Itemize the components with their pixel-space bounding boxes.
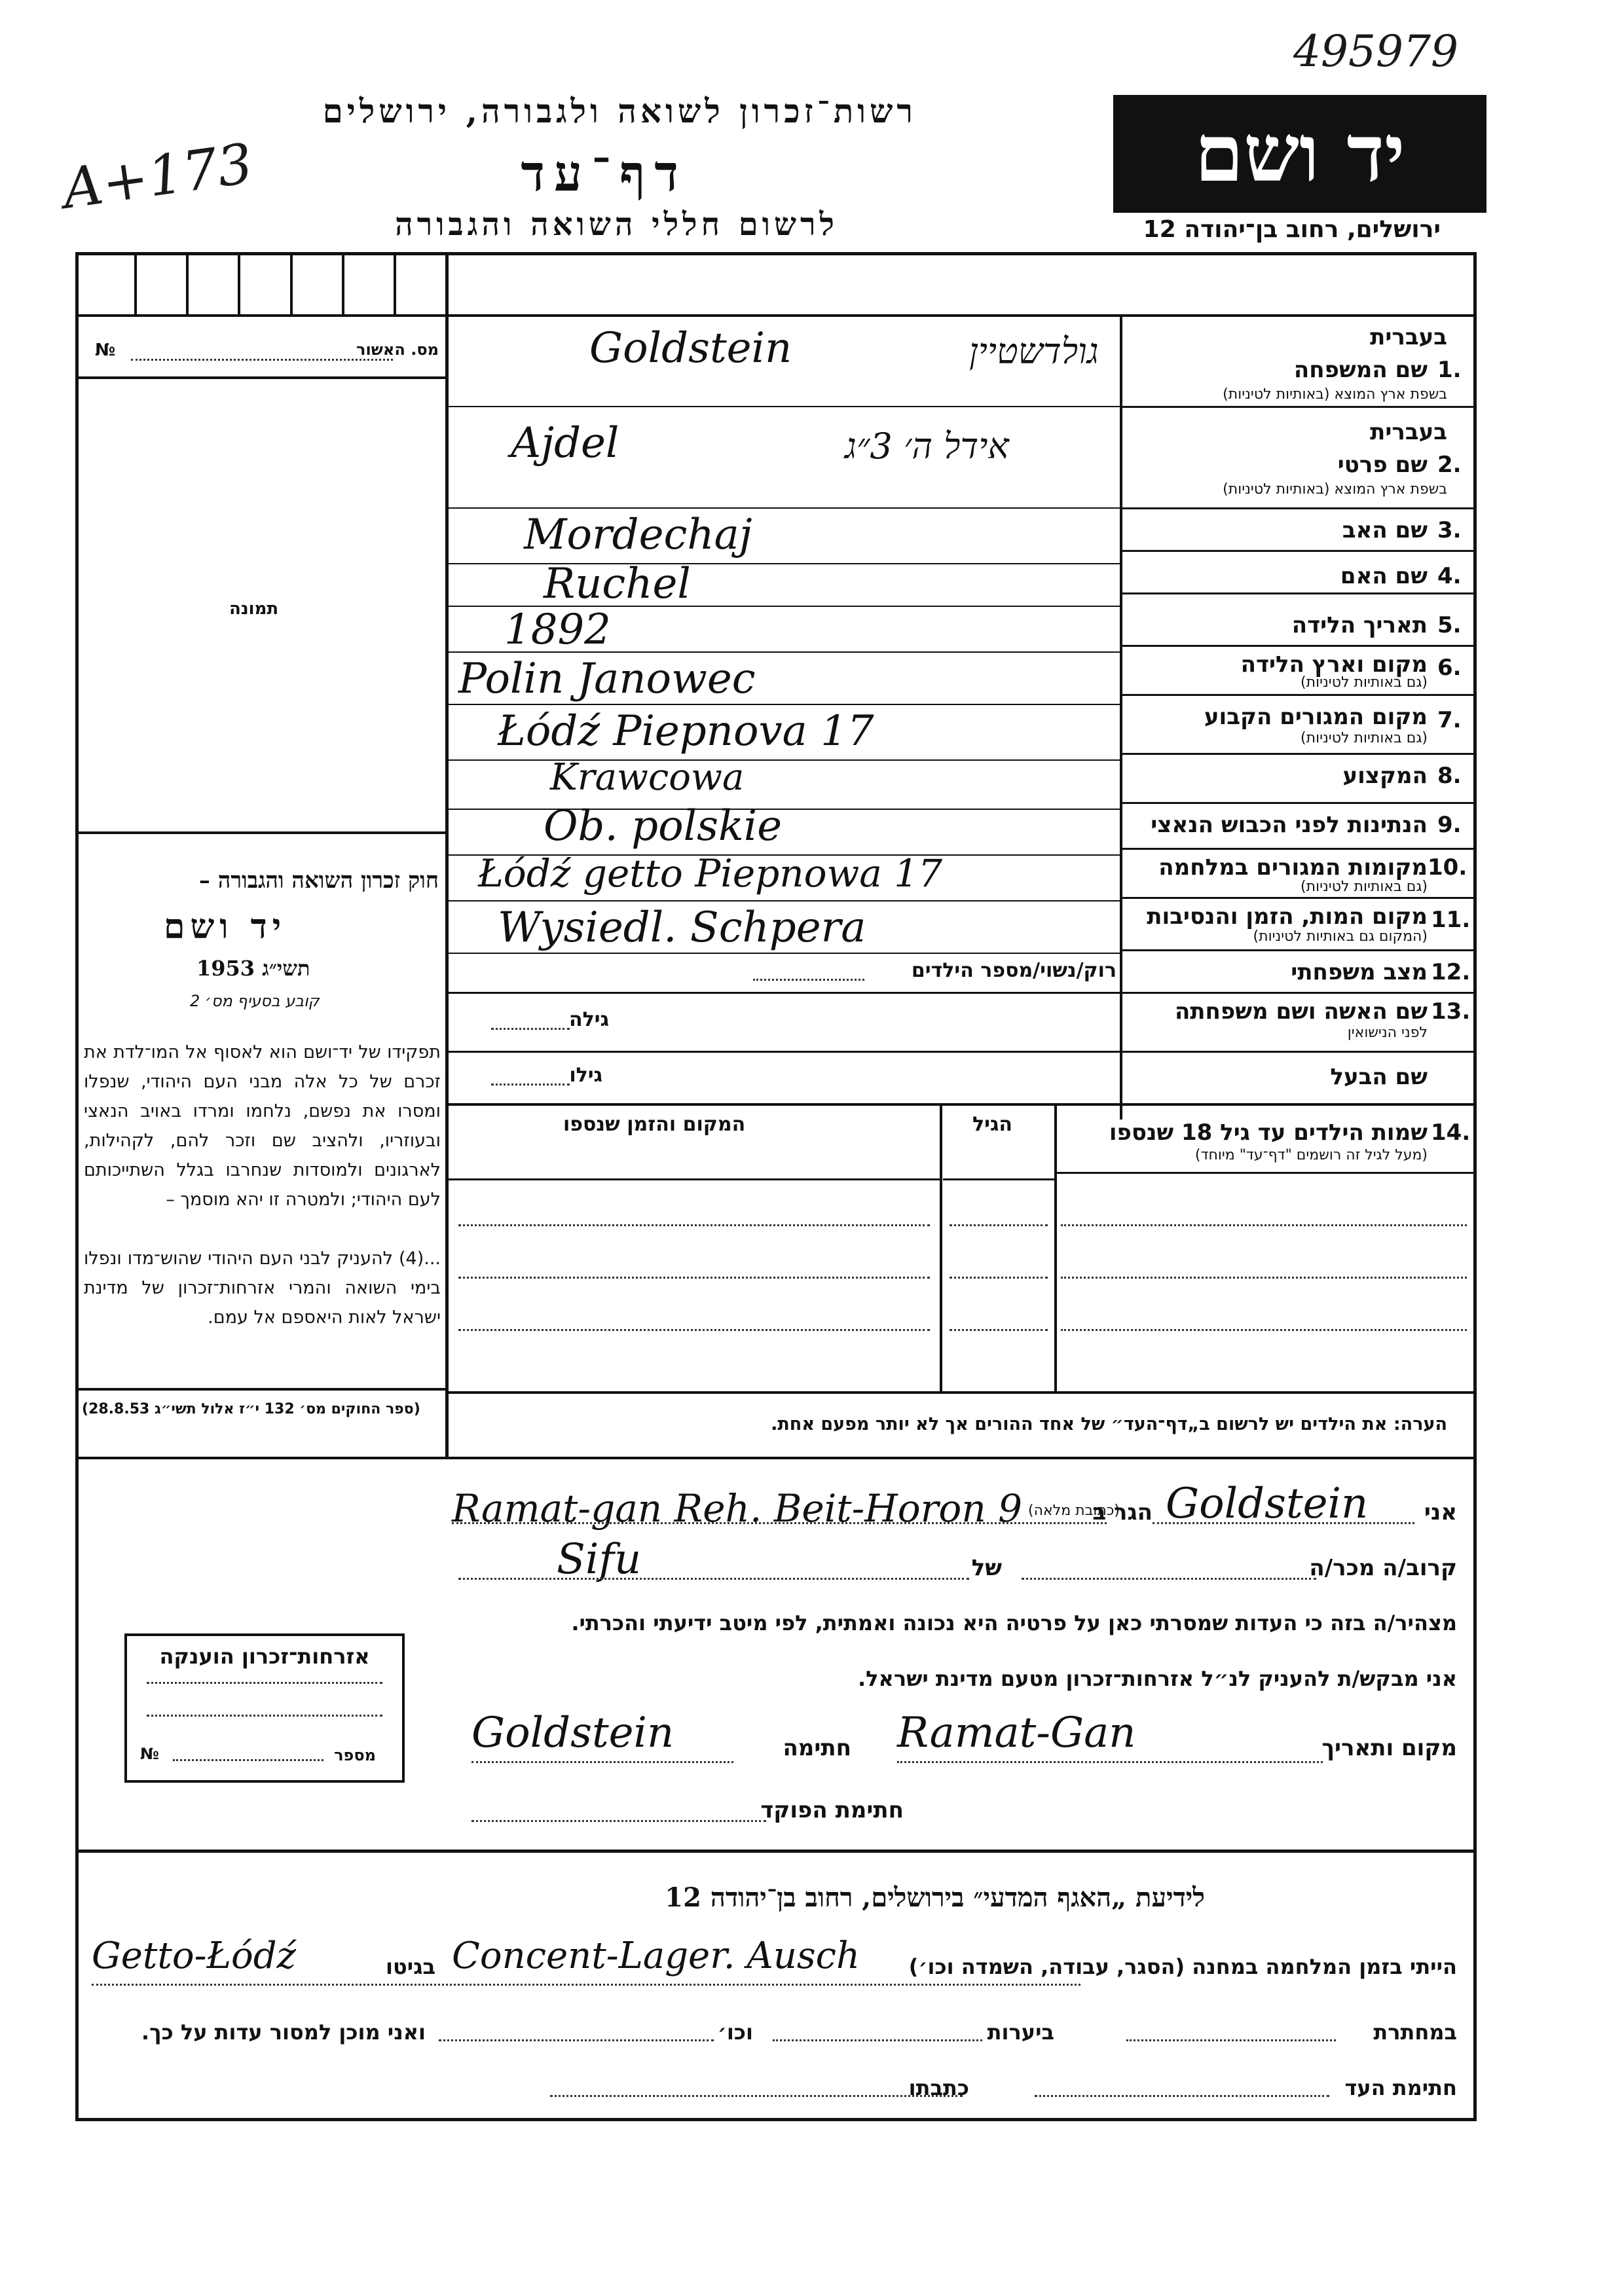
field6-sub: (גם באותיות לטיניות)	[1301, 674, 1428, 691]
header-address: ירושלים, רחוב בן־יהודה 12	[1143, 216, 1441, 243]
field12-label: מצב משפחתי	[1291, 959, 1428, 985]
issuer-signature-label: חתימת הפוקד	[760, 1797, 904, 1823]
field13-number: 13.	[1431, 998, 1471, 1025]
field1-value-latin: Goldstein	[589, 324, 792, 373]
bottom-title: לידיעת „האגף המדעי״ בירושלים, רחוב בן־יהודה 12	[665, 1882, 1205, 1913]
field2-sub: בשפת ארץ המוצא (באותיות לטיניות)	[1223, 481, 1447, 498]
field2-value-latin: Ajdel	[511, 419, 619, 467]
archive-number: 495979	[1293, 26, 1458, 77]
field11-label: מקום המות, הזמן והנסיבות	[1147, 903, 1428, 930]
law-text-continued: ...(4) להעניק לבני העם היהודי שהוש־מדו ונפלו בימי השואה והמרי אזרחות־זכרון של מדינת ישראל לאות היאספם אל עמם.	[84, 1248, 441, 1328]
etc-label: וכו׳	[717, 2020, 753, 2045]
forests-label: ביערות	[987, 2020, 1054, 2045]
camp-value: Concent-Lager. Ausch	[452, 1935, 860, 1977]
field1-value-hebrew: גולדשטיין	[969, 331, 1099, 372]
approval-no-symbol: №	[95, 340, 116, 360]
field9-value: Ob. polskie	[544, 802, 783, 850]
field4-number: 4.	[1437, 563, 1462, 589]
field11-number: 11.	[1431, 907, 1471, 933]
declaration-lives-in: הגר ב	[1092, 1499, 1153, 1525]
declaration-of-label: של	[971, 1555, 1002, 1581]
field8-number: 8.	[1437, 763, 1462, 789]
place-date-value: Ramat-Gan	[897, 1709, 1136, 1757]
field7-sub: (גם באותיות לטיניות)	[1301, 730, 1428, 746]
field7-number: 7.	[1437, 707, 1462, 733]
field10-value: Łódź getto Piepnowa 17	[478, 851, 943, 896]
law-reference: (ספר החוקים מס׳ 132 י״ז אלול תשי״ג 28.8.53)	[82, 1401, 420, 1417]
field1-hebrew-tag: בעברית	[1370, 324, 1447, 350]
witness-signature-label: חתימת העד	[1344, 2075, 1457, 2100]
field8-value: Krawcowa	[550, 756, 745, 799]
declaration-statement: מצהיר/ה בזה כי העדות שמסרתי כאן על פרטיה היא נכונה ואמתית, לפי מיטב ידיעתי והכרתי.	[571, 1611, 1457, 1635]
citizenship-number-symbol: №	[140, 1745, 159, 1763]
field14-label: שמות הילדים עד גיל 18 שנספו	[1109, 1120, 1428, 1146]
field7-value: Łódź Piepnova 17	[498, 707, 874, 756]
law-year: תשי״ג 1953	[196, 956, 310, 981]
signature-label: חתימה	[783, 1735, 851, 1761]
field1-sub: בשפת ארץ המוצא (באותיות לטיניות)	[1223, 386, 1447, 403]
children-col-age: הגיל	[972, 1113, 1012, 1136]
field9-number: 9.	[1437, 812, 1462, 838]
field6-number: 6.	[1437, 655, 1462, 681]
yad-vashem-logo	[1113, 95, 1486, 213]
field2-number: 2.	[1437, 452, 1462, 478]
ghetto-value: Getto-Łódź	[92, 1935, 297, 1977]
husband-age-label: גילו	[569, 1064, 602, 1087]
form-title: דף־עד	[521, 144, 688, 202]
field9-label: הנתינות לפני הכבוש הנאצי	[1151, 812, 1428, 838]
declaration-relation-value: Sifu	[557, 1535, 642, 1584]
form-purpose: לרשום חללי השואה והגבורה	[395, 206, 838, 243]
ghetto-label: בגיטו	[386, 1954, 435, 1979]
ready-label: ואני מוכן למסור עדות על כך.	[141, 2020, 426, 2045]
citizenship-box	[124, 1633, 405, 1783]
field14-sub: (מעל לגיל זה רושמים "דף־עד" מיוחד)	[1194, 1147, 1428, 1163]
remark: הערה: את הילדים יש לרשום ב„דף־העד״ של אחד ההורים אך לא יותר מפעם אחת.	[771, 1414, 1447, 1434]
declaration-name-value: Goldstein	[1166, 1480, 1369, 1528]
field4-value: Ruchel	[544, 560, 691, 608]
field2-hebrew-tag: בעברית	[1370, 419, 1447, 445]
children-col-place: המקום והזמן שנספו	[563, 1113, 746, 1136]
field1-number: 1.	[1437, 357, 1462, 383]
field13-label: שם האשה ושם משפחתה	[1174, 998, 1428, 1025]
field11-sub: (המקום גם באותיות לטיניות)	[1253, 928, 1428, 945]
camp-label: הייתי בזמן המלחמה במחנה (הסגר, עבודה, השמדה וכו׳)	[908, 1954, 1457, 1979]
field3-value: Mordechaj	[524, 511, 752, 559]
approval-no-label: מס. האשור	[356, 340, 439, 359]
address-label: כתבתו	[908, 2075, 969, 2100]
law-text: תפקידו של יד־ושם הוא לאסוף אל המו־לדת את זכרם של כל אלה מבני העם היהודי, שנפלו ומסרו את נפשם, נלחמו ומרדו באויב הנאצי ובעוזריו, ולהציב שם וזכר להם, לקהילות, לארגונים ולמוסדות שנחרבו בגלל השתייכותם לעם היהודי; ולמטרה זו יהא מוסמך –	[84, 1042, 441, 1210]
photo-label: תמונה	[229, 599, 279, 619]
item-code: A+173	[58, 131, 257, 221]
place-date-label: מקום ותאריך	[1321, 1735, 1457, 1761]
field13-age-label: גילה	[569, 1008, 609, 1031]
field8-label: המקצוע	[1342, 763, 1428, 789]
field2-value-hebrew: אידל ה׳ 3״ג	[845, 426, 1009, 467]
declaration-address-hint: (כתובת מלאה)	[1028, 1503, 1120, 1519]
field1-label: שם המשפחה	[1293, 357, 1428, 383]
signature-value: Goldstein	[471, 1709, 674, 1757]
declaration-request: אני מבקש/ת להעניק לנ״ל אזרחות־זכרון מטעם מדינת ישראל.	[858, 1666, 1457, 1691]
declaration-ani: אני	[1424, 1499, 1457, 1525]
hideout-label: במחתרת	[1373, 2020, 1457, 2045]
field2-label: שם פרטי	[1337, 452, 1428, 478]
field4-label: שם האם	[1340, 563, 1428, 589]
field6-label: מקום וארץ הלידה	[1240, 651, 1428, 678]
field10-label: מקומות המגורים במלחמה	[1158, 854, 1428, 881]
declaration-address-value: Ramat-gan Reh. Beit-Horon 9	[452, 1486, 1023, 1531]
field5-label: תאריך הלידה	[1291, 612, 1428, 638]
logo-text: יד ושם	[1194, 107, 1405, 200]
field14-number: 14.	[1431, 1120, 1471, 1146]
citizenship-number-label: מספר	[334, 1746, 376, 1764]
law-name: יד ושם	[164, 907, 287, 947]
field12-number: 12.	[1431, 959, 1471, 985]
husband-label: שם הבעל	[1330, 1064, 1428, 1090]
field10-sub: (גם באותיות לטיניות)	[1301, 879, 1428, 895]
field5-value: 1892	[504, 606, 611, 654]
field6-value: Polin Janowec	[458, 655, 756, 703]
id-box-strip	[85, 252, 445, 314]
law-title: חוק זכרון השואה והגבורה –	[198, 867, 439, 894]
field10-number: 10.	[1428, 854, 1467, 881]
field3-label: שם האב	[1342, 517, 1428, 543]
declaration-relative-label: קרוב/ה מכר/ה	[1309, 1555, 1457, 1581]
field5-number: 5.	[1437, 612, 1462, 638]
field11-value: Wysiedl. Schpera	[498, 903, 866, 952]
law-clause: קובע בסעיף מס׳ 2	[190, 992, 320, 1010]
field12-options: רוק/נשוי/מספר הילדים	[911, 959, 1116, 982]
citizenship-box-title: אזרחות־זכרון הוענקה	[159, 1644, 370, 1669]
field3-number: 3.	[1437, 517, 1462, 543]
field13-sub: לפני הנישואין	[1347, 1025, 1428, 1041]
authority-title: רשות־זכרון לשואה ולגבורה, ירושלים	[322, 92, 917, 130]
field7-label: מקום המגורים הקבוע	[1204, 704, 1428, 730]
